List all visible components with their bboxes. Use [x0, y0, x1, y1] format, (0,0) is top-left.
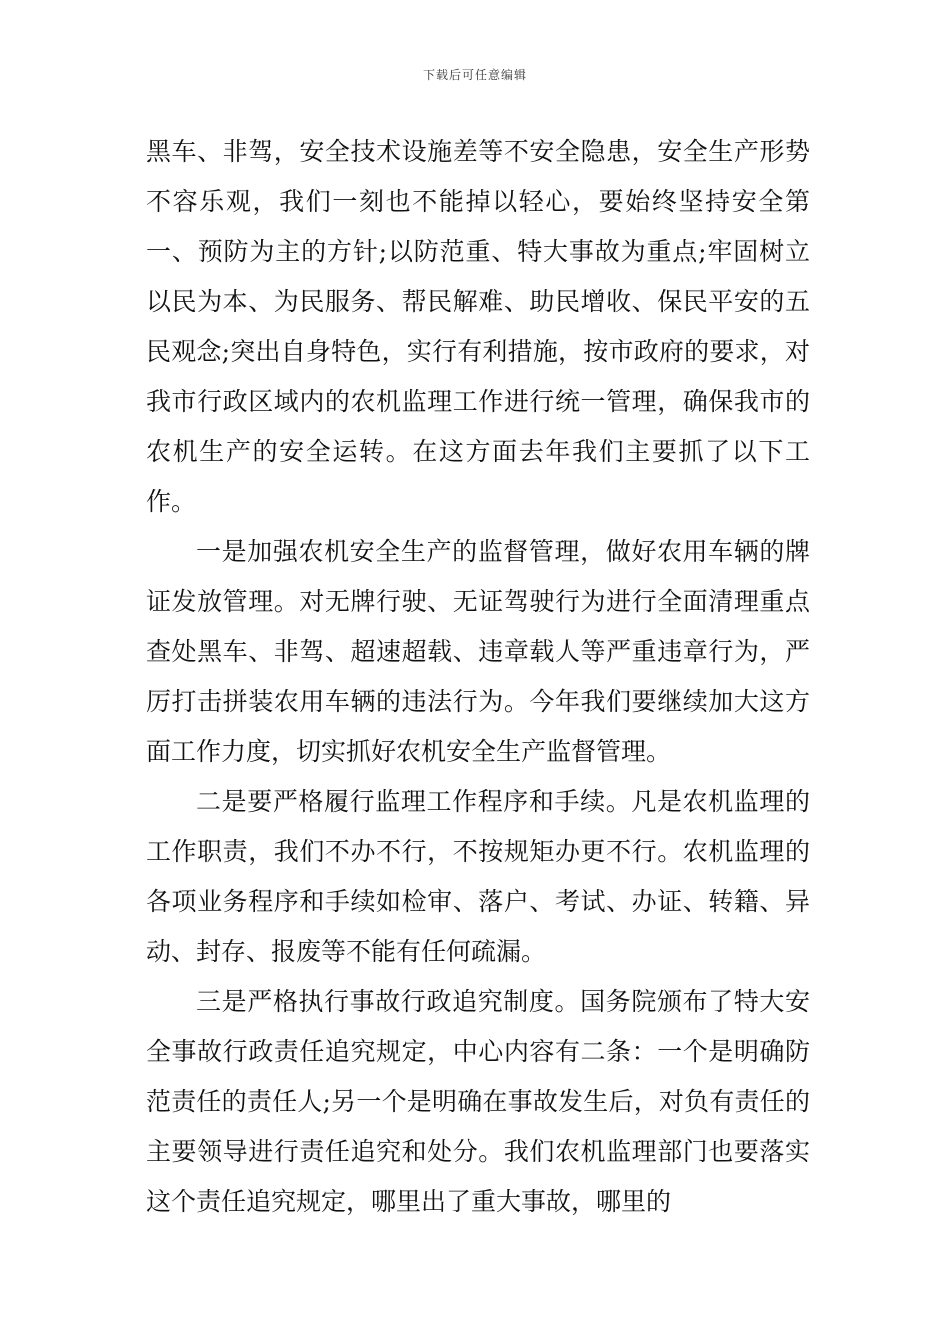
paragraph-second-item: 二是要严格履行监理工作程序和手续。凡是农机监理的工作职责，我们不办不行，不按规矩办更不行。农机监理的各项业务程序和手续如检审、落户、考试、办证、转籍、异动、封存、报废等不能有任何疏漏。 [146, 787, 810, 966]
paragraph-third-item: 三是严格执行事故行政追究制度。国务院颁布了特大安全事故行政责任追究规定，中心内容有二条：一个是明确防范责任的责任人;另一个是明确在事故发生后，对负有责任的主要领导进行责任追究和处分。我们农机监理部门也要落实这个责任追究规定，哪里出了重大事故，哪里的 [146, 987, 810, 1216]
page-header: 下载后可任意编辑 [422, 68, 527, 82]
paragraph-first-item: 一是加强农机安全生产的监督管理，做好农用车辆的牌证发放管理。对无牌行驶、无证驾驶行为进行全面清理重点查处黑车、非驾、超速超载、违章载人等严重违章行为，严厉打击拼装农用车辆的违法行为。今年我们要继续加大这方面工作力度，切实抓好农机安全生产监督管理。 [146, 537, 810, 766]
paragraph-continuation: 黑车、非驾，安全技术设施差等不安全隐患，安全生产形势不容乐观，我们一刻也不能掉以轻心，要始终坚持安全第一、预防为主的方针;以防范重、特大事故为重点;牢固树立以民为本、为民服务、帮民解难、助民增收、保民平安的五民观念;突出自身特色，实行有利措施，按市政府的要求，对我市行政区域内的农机监理工作进行统一管理，确保我市的农机生产的安全运转。在这方面去年我们主要抓了以下工作。 [146, 137, 810, 516]
document-body [146, 127, 810, 1227]
